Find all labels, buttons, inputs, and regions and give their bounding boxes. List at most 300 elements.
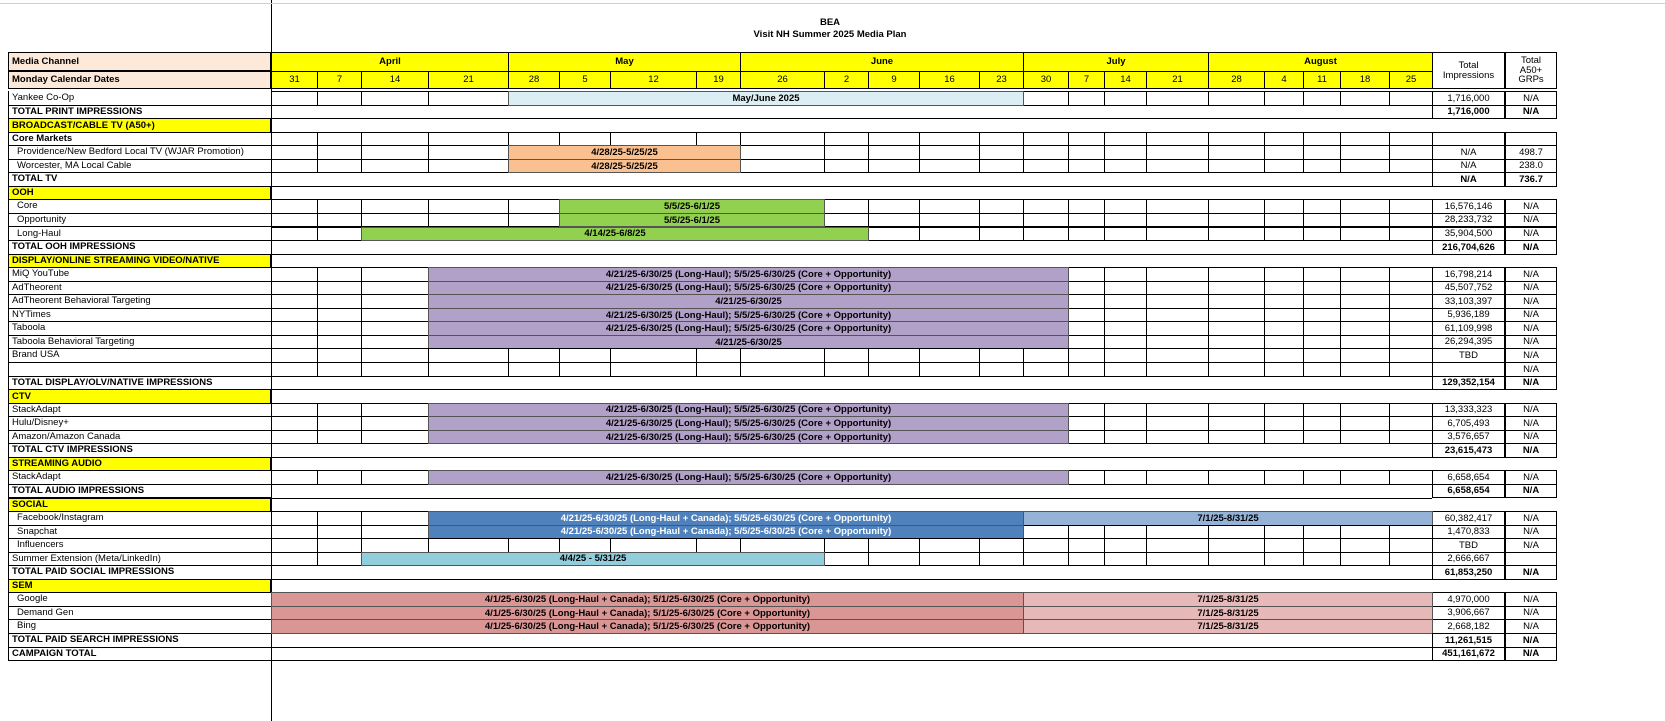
grps-cell: N/A [1505,416,1557,431]
calendar-cell [1264,335,1304,350]
impressions-cell: 129,352,154 [1432,376,1505,391]
calendar-cell [317,294,362,309]
flight-bar: 4/21/25-6/30/25 (Long-Haul + Canada); 5/5/25-6/30/25 (Core + Opportunity) [428,525,1024,540]
calendar-cell [317,321,362,336]
calendar-cell [271,159,318,174]
calendar-cell [1146,227,1209,242]
calendar-cell [1208,335,1265,350]
impressions-cell: 45,507,752 [1432,281,1505,296]
calendar-cell [317,525,362,540]
calendar-cell [1068,267,1105,282]
calendar-cell [1264,403,1304,418]
impressions-cell: 6,658,654 [1432,470,1505,485]
calendar-cell [1104,267,1147,282]
impressions-cell: 2,668,182 [1432,619,1505,634]
channel-row-label: MiQ YouTube [8,267,271,282]
calendar-cell [696,132,741,147]
grps-cell: N/A [1505,443,1557,458]
section-header: OOH [8,186,271,201]
impressions-cell: 23,615,473 [1432,443,1505,458]
calendar-cell [317,132,362,147]
calendar-cell [317,552,362,567]
calendar-cell [1208,91,1265,106]
calendar-cell [317,470,362,485]
calendar-cell [1104,362,1147,377]
channel-row-label: StackAdapt [8,470,271,485]
calendar-cell [1146,430,1209,445]
calendar-cell [1104,227,1147,242]
calendar-cell [317,199,362,214]
row-line [271,498,1432,499]
flight-bar: 5/5/25-6/1/25 [559,199,825,214]
calendar-cell [1023,145,1069,160]
calendar-cell [1303,145,1341,160]
calendar-cell [1068,335,1105,350]
calendar-cell [919,199,980,214]
calendar-cell [1264,199,1304,214]
calendar-cell [868,199,920,214]
calendar-cell [979,145,1024,160]
calendar-cell [1303,91,1341,106]
calendar-cell [1104,403,1147,418]
calendar-cell [317,362,362,377]
calendar-cell [1104,308,1147,323]
calendar-cell [361,132,429,147]
calendar-cell [1023,348,1069,363]
calendar-cell [361,159,429,174]
flight-bar: 7/1/25-8/31/25 [1023,606,1433,621]
calendar-cell [1146,403,1209,418]
calendar-cell [317,335,362,350]
flight-bar: 7/1/25-8/31/25 [1023,619,1433,634]
channel-row-label: AdTheorent [8,281,271,296]
calendar-cell [1208,145,1265,160]
calendar-cell [361,525,429,540]
impressions-cell: 1,470,833 [1432,525,1505,540]
calendar-cell [1389,348,1433,363]
calendar-cell [979,348,1024,363]
calendar-cell [271,294,318,309]
calendar-cell [824,213,869,228]
calendar-cell [1264,538,1304,553]
calendar-cell [979,227,1024,242]
total-row-label: TOTAL PAID SOCIAL IMPRESSIONS [8,565,271,580]
calendar-cell [824,362,869,377]
calendar-cell [1340,348,1390,363]
calendar-cell [1104,416,1147,431]
calendar-cell [1208,199,1265,214]
calendar-cell [610,348,697,363]
calendar-cell [1068,362,1105,377]
row-line [271,647,1432,648]
calendar-cell [1208,403,1265,418]
week-header: 21 [428,71,509,89]
calendar-cell [1303,159,1341,174]
week-header: 21 [1146,71,1209,89]
calendar-cell [317,538,362,553]
calendar-cell [1146,267,1209,282]
calendar-cell [1389,199,1433,214]
impressions-cell [1432,362,1505,377]
calendar-cell [361,199,429,214]
calendar-cell [1146,470,1209,485]
calendar-cell [1068,348,1105,363]
calendar-cell [1303,335,1341,350]
grps-cell: N/A [1505,633,1557,648]
calendar-cell [428,213,509,228]
week-header: 30 [1023,71,1069,89]
calendar-cell [361,470,429,485]
impressions-cell: 2,666,667 [1432,552,1505,567]
grps-cell: N/A [1505,267,1557,282]
channel-row-label: Snapchat [8,525,271,540]
calendar-cell [1208,525,1265,540]
calendar-cell [1303,294,1341,309]
grps-cell: N/A [1505,647,1557,662]
calendar-cell [979,552,1024,567]
calendar-cell [1340,294,1390,309]
calendar-cell [1264,348,1304,363]
calendar-cell [508,199,560,214]
calendar-cell [361,91,429,106]
calendar-cell [1340,321,1390,336]
grps-cell: 736.7 [1505,172,1557,187]
calendar-cell [1146,213,1209,228]
calendar-cell [1389,335,1433,350]
flight-bar: 4/1/25-6/30/25 (Long-Haul + Canada); 5/1/25-6/30/25 (Core + Opportunity) [271,606,1024,621]
channel-row-label: Bing [8,619,271,634]
calendar-cell [868,348,920,363]
calendar-cell [1023,525,1069,540]
calendar-cell [979,159,1024,174]
grps-cell: N/A [1505,213,1557,228]
calendar-cell [1104,430,1147,445]
calendar-cell [271,199,318,214]
calendar-cell [508,213,560,228]
calendar-cell [868,132,920,147]
calendar-cell [1208,132,1265,147]
calendar-cell [1104,321,1147,336]
calendar-cell [1208,227,1265,242]
calendar-cell [559,362,611,377]
calendar-cell [1104,348,1147,363]
week-header: 5 [559,71,611,89]
flight-bar: 4/1/25-6/30/25 (Long-Haul + Canada); 5/1/25-6/30/25 (Core + Opportunity) [271,592,1024,607]
calendar-cell [1264,267,1304,282]
calendar-cell [361,321,429,336]
impressions-cell: N/A [1432,145,1505,160]
calendar-cell [1068,281,1105,296]
calendar-cell [317,213,362,228]
impressions-cell: 33,103,397 [1432,294,1505,309]
calendar-cell [361,430,429,445]
flight-bar: 4/4/25 - 5/31/25 [361,552,825,567]
grps-cell: N/A [1505,538,1557,553]
calendar-cell [1264,294,1304,309]
week-header: 28 [1208,71,1265,89]
calendar-cell [740,145,825,160]
calendar-cell [1303,362,1341,377]
calendar-cell [1068,403,1105,418]
calendar-cell [271,91,318,106]
calendar-cell [508,132,560,147]
calendar-cell [361,416,429,431]
grps-cell: N/A [1505,321,1557,336]
calendar-cell [1146,145,1209,160]
calendar-cell [271,511,318,526]
calendar-cell [1023,552,1069,567]
row-line [271,389,1432,390]
calendar-cell [1023,199,1069,214]
channel-row-label: Facebook/Instagram [8,511,271,526]
channel-row-label: Providence/New Bedford Local TV (WJAR Promotion) [8,145,271,160]
calendar-cell [1023,91,1069,106]
calendar-cell [1104,145,1147,160]
calendar-cell [1146,91,1209,106]
calendar-cell [1208,362,1265,377]
calendar-cell [271,132,318,147]
calendar-cell [1068,227,1105,242]
calendar-cell [1104,525,1147,540]
channel-row-label: AdTheorent Behavioral Targeting [8,294,271,309]
calendar-cell [1023,362,1069,377]
grps-cell: N/A [1505,199,1557,214]
flight-bar: 4/21/25-6/30/25 (Long-Haul); 5/5/25-6/30/25 (Core + Opportunity) [428,470,1069,485]
section-header: BROADCAST/CABLE TV (A50+) [8,118,271,133]
calendar-cell [317,281,362,296]
grps-cell: N/A [1505,376,1557,391]
calendar-cell [361,213,429,228]
calendar-dates-header: Monday Calendar Dates [8,71,271,89]
grps-cell: N/A [1505,606,1557,621]
calendar-cell [428,348,509,363]
calendar-cell [559,132,611,147]
calendar-cell [1389,430,1433,445]
calendar-cell [361,281,429,296]
calendar-cell [271,416,318,431]
impressions-cell: N/A [1432,172,1505,187]
impressions-cell: 61,109,998 [1432,321,1505,336]
calendar-cell [1264,552,1304,567]
flight-bar: 4/21/25-6/30/25 [428,335,1069,350]
calendar-cell [1104,538,1147,553]
calendar-cell [317,227,362,242]
calendar-cell [919,213,980,228]
impressions-cell: 6,705,493 [1432,416,1505,431]
calendar-cell [559,348,611,363]
week-header: 18 [1340,71,1390,89]
calendar-cell [428,199,509,214]
calendar-cell [1303,267,1341,282]
total-row-label: TOTAL OOH IMPRESSIONS [8,240,271,255]
calendar-cell [1303,430,1341,445]
calendar-cell [1146,538,1209,553]
calendar-cell [317,159,362,174]
week-header: 26 [740,71,825,89]
flight-bar: May/June 2025 [508,91,1024,106]
calendar-cell [1104,294,1147,309]
calendar-cell [1340,362,1390,377]
calendar-cell [1068,199,1105,214]
calendar-cell [271,308,318,323]
calendar-cell [1340,267,1390,282]
calendar-cell [271,538,318,553]
calendar-cell [361,308,429,323]
calendar-cell [1389,132,1433,147]
calendar-cell [1264,227,1304,242]
calendar-cell [317,511,362,526]
calendar-cell [1146,159,1209,174]
calendar-cell [1023,132,1069,147]
week-header: 7 [317,71,362,89]
section-header: SOCIAL [8,498,271,513]
calendar-cell [1208,281,1265,296]
calendar-cell [271,403,318,418]
calendar-cell [979,213,1024,228]
calendar-cell [1389,227,1433,242]
grps-cell: N/A [1505,105,1557,120]
calendar-cell [1208,321,1265,336]
week-header: 19 [696,71,741,89]
calendar-cell [740,538,825,553]
impressions-cell: N/A [1432,159,1505,174]
calendar-cell [1340,213,1390,228]
calendar-cell [1068,416,1105,431]
channel-row-label: Taboola [8,321,271,336]
calendar-cell [824,145,869,160]
calendar-cell [696,538,741,553]
calendar-cell [1303,470,1341,485]
calendar-cell [1104,132,1147,147]
channel-row-label: Core [8,199,271,214]
calendar-cell [1104,159,1147,174]
calendar-cell [824,348,869,363]
calendar-cell [868,362,920,377]
channel-row-label: Summer Extension (Meta/LinkedIn) [8,552,271,567]
calendar-cell [508,538,560,553]
calendar-cell [271,227,318,242]
calendar-cell [1389,362,1433,377]
calendar-cell [1340,552,1390,567]
flight-bar: 4/28/25-5/25/25 [508,159,741,174]
calendar-cell [1104,281,1147,296]
row-line [271,186,1432,187]
calendar-cell [1264,470,1304,485]
calendar-cell [1208,416,1265,431]
calendar-cell [1023,227,1069,242]
calendar-cell [271,145,318,160]
channel-row-label: Long-Haul [8,227,271,242]
calendar-cell [1208,538,1265,553]
calendar-cell [1264,416,1304,431]
calendar-cell [1146,335,1209,350]
calendar-cell [1208,294,1265,309]
calendar-cell [1208,308,1265,323]
calendar-cell [1208,470,1265,485]
calendar-cell [610,362,697,377]
channel-row-label [8,362,271,377]
calendar-cell [361,335,429,350]
calendar-cell [919,227,980,242]
flight-bar: 4/21/25-6/30/25 (Long-Haul); 5/5/25-6/30/25 (Core + Opportunity) [428,403,1069,418]
calendar-cell [979,362,1024,377]
grps-cell: N/A [1505,91,1557,106]
grps-cell: N/A [1505,403,1557,418]
calendar-cell [1340,416,1390,431]
flight-bar: 4/21/25-6/30/25 (Long-Haul + Canada); 5/5/25-6/30/25 (Core + Opportunity) [428,511,1024,526]
total-impressions-header: Total Impressions [1432,52,1505,89]
section-header: DISPLAY/ONLINE STREAMING VIDEO/NATIVE [8,254,271,269]
calendar-cell [1340,281,1390,296]
calendar-cell [919,159,980,174]
channel-row-label: Brand USA [8,348,271,363]
calendar-cell [361,348,429,363]
calendar-cell [1303,308,1341,323]
calendar-cell [317,430,362,445]
calendar-cell [1264,430,1304,445]
calendar-cell [271,335,318,350]
grps-cell: N/A [1505,484,1557,499]
week-header: 16 [919,71,980,89]
impressions-cell: TBD [1432,538,1505,553]
calendar-cell [271,321,318,336]
calendar-cell [1146,321,1209,336]
calendar-cell [317,416,362,431]
calendar-cell [824,538,869,553]
calendar-cell [1208,552,1265,567]
total-row-label: TOTAL DISPLAY/OLV/NATIVE IMPRESSIONS [8,376,271,391]
calendar-cell [696,348,741,363]
calendar-cell [1068,321,1105,336]
row-line [271,579,1432,580]
calendar-cell [361,362,429,377]
calendar-cell [1303,348,1341,363]
calendar-cell [610,132,697,147]
total-row-label: TOTAL CTV IMPRESSIONS [8,443,271,458]
calendar-cell [1146,308,1209,323]
calendar-cell [1303,552,1341,567]
calendar-cell [1389,281,1433,296]
calendar-cell [428,159,509,174]
flight-bar: 4/21/25-6/30/25 (Long-Haul); 5/5/25-6/30/25 (Core + Opportunity) [428,321,1069,336]
media-channel-header: Media Channel [8,52,271,71]
grps-cell: N/A [1505,619,1557,634]
flight-bar: 4/21/25-6/30/25 (Long-Haul); 5/5/25-6/30/25 (Core + Opportunity) [428,281,1069,296]
impressions-cell: 28,233,732 [1432,213,1505,228]
calendar-cell [1023,538,1069,553]
calendar-cell [1303,281,1341,296]
flight-bar: 4/21/25-6/30/25 (Long-Haul); 5/5/25-6/30/25 (Core + Opportunity) [428,430,1069,445]
grps-cell: N/A [1505,348,1557,363]
calendar-cell [1389,213,1433,228]
calendar-cell [1208,430,1265,445]
week-header: 31 [271,71,318,89]
calendar-cell [1389,159,1433,174]
week-header: 7 [1068,71,1105,89]
calendar-cell [1146,132,1209,147]
flight-bar: 4/21/25-6/30/25 (Long-Haul); 5/5/25-6/30/25 (Core + Opportunity) [428,308,1069,323]
calendar-cell [317,403,362,418]
channel-row-label: Core Markets [8,132,271,147]
channel-row-label: NYTimes [8,308,271,323]
calendar-cell [508,362,560,377]
calendar-cell [740,348,825,363]
grps-cell [1505,132,1557,147]
calendar-cell [1068,538,1105,553]
impressions-cell: 1,716,000 [1432,105,1505,120]
calendar-cell [1389,91,1433,106]
impressions-cell: 11,261,515 [1432,633,1505,648]
